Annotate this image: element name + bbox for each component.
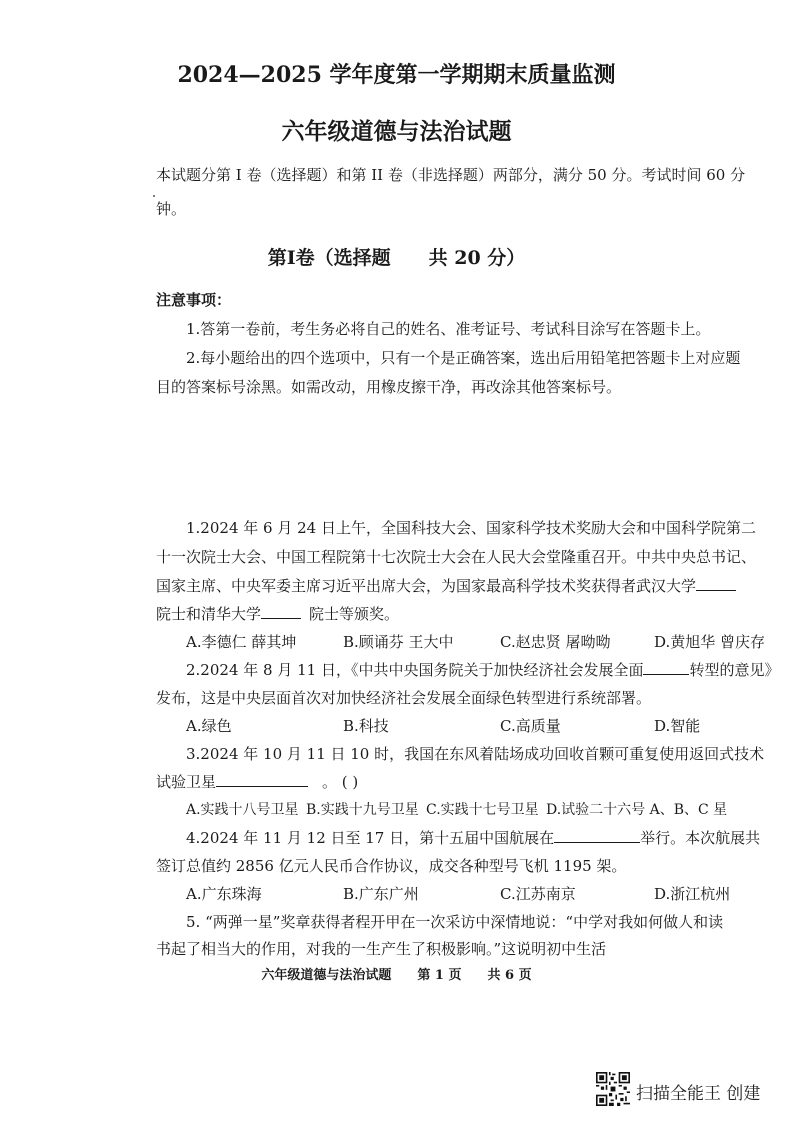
scanner-watermark xyxy=(596,1072,760,1110)
scan-speck xyxy=(153,195,155,197)
question-1-line-3 xyxy=(156,576,736,596)
question-1-option-a: A.李德仁 薛其坤 xyxy=(186,633,297,651)
question-4-option-c: C.江苏南京 xyxy=(500,885,576,903)
intro-line-1: 本试题分第 I 卷（选择题）和第 II 卷（非选择题）两部分，满分 50 分。考试时间 60 分 xyxy=(156,166,746,184)
answer-blank xyxy=(261,604,301,619)
watermark-text: 扫描全能王 创建 xyxy=(636,1083,761,1104)
question-2-option-b: B.科技 xyxy=(343,717,389,735)
question-1-option-b: B.顾诵芬 王大中 xyxy=(343,633,454,651)
question-5-line-2: 书起了相当大的作用，对我的一生产生了积极影响。”这说明初中生活 xyxy=(156,940,607,958)
question-3-text: 。 ( ) xyxy=(322,773,359,791)
question-4-option-b: B.广东广州 xyxy=(343,885,419,903)
question-2-option-c: C.高质量 xyxy=(500,717,561,735)
notice-item-1: 1.答第一卷前，考生务必将自己的姓名、准考证号、考试科目涂写在答题卡上。 xyxy=(186,320,711,338)
question-2-option-a: A.绿色 xyxy=(186,717,232,735)
question-3-option-b: B.实践十九号卫星 xyxy=(306,802,419,818)
qr-code-icon xyxy=(596,1072,636,1110)
question-3-option-c: C.实践十七号卫星 xyxy=(426,802,539,818)
intro-line-2: 钟。 xyxy=(156,200,187,218)
question-4-option-a: A.广东珠海 xyxy=(186,885,262,903)
question-1-line-4 xyxy=(156,604,399,624)
page-footer: 六年级道德与法治试题 第 1 页 共 6 页 xyxy=(261,968,532,983)
question-1-option-c: C.赵忠贤 屠呦呦 xyxy=(500,633,611,651)
answer-blank xyxy=(696,576,736,591)
question-4-line-1 xyxy=(186,828,760,848)
question-3-line-2 xyxy=(156,772,358,792)
notice-item-2-cont: 目的答案标号涂黑。如需改动，用橡皮擦干净，再改涂其他答案标号。 xyxy=(156,378,622,396)
question-3-text: 试验卫星 xyxy=(156,773,217,791)
exam-term-heading: 2024—2025 学年度第一学期期末质量监测 xyxy=(177,62,616,88)
question-1-line-2: 十一次院士大会、中国工程院第十七次院士大会在人民大会堂隆重召开。中共中央总书记、 xyxy=(156,548,757,566)
notice-item-2: 2.每小题给出的四个选项中，只有一个是正确答案，选出后用铅笔把答题卡上对应题 xyxy=(186,349,741,367)
answer-blank xyxy=(643,660,689,675)
section-title: 第I卷（选择题 共 20 分） xyxy=(267,247,526,269)
question-3-line-1: 3.2024 年 10 月 11 日 10 时，我国在东风着陆场成功回收首颗可重复使用返回式技术 xyxy=(186,745,765,763)
question-3-option-d: D.试验二十六号 A、B、C 星 xyxy=(546,802,728,818)
question-4-text: 举行。本次航展共 xyxy=(640,829,761,847)
question-1-text: 国家主席、中央军委主席习近平出席大会，为国家最高科学技术奖获得者武汉大学 xyxy=(156,577,697,595)
question-2-option-d: D.智能 xyxy=(654,717,701,735)
answer-blank xyxy=(554,828,640,843)
answer-blank xyxy=(216,772,308,787)
exam-title: 六年级道德与法治试题 xyxy=(281,118,512,145)
question-3-option-a: A.实践十八号卫星 xyxy=(186,802,299,818)
question-4-line-2: 签订总值约 2856 亿元人民币合作协议，成交各种型号飞机 1195 架。 xyxy=(156,857,627,875)
question-5-line-1: 5. “两弹一星”奖章获得者程开甲在一次采访中深情地说：“中学对我如何做人和读 xyxy=(186,913,724,931)
question-1-text: 院士等颁奖。 xyxy=(309,605,400,623)
question-1-text: 院士和清华大学 xyxy=(156,605,262,623)
question-1-option-d: D.黄旭华 曾庆存 xyxy=(654,633,766,651)
question-2-text: 转型的意见》 xyxy=(689,661,780,679)
question-4-text: 4.2024 年 11 月 12 日至 17 日，第十五届中国航展在 xyxy=(186,829,555,847)
question-1-line-1: 1.2024 年 6 月 24 日上午，全国科技大会、国家科学技术奖励大会和中国科学院第二 xyxy=(186,519,756,537)
question-2-text: 2.2024 年 8 月 11 日，《中共中央国务院关于加快经济社会发展全面 xyxy=(186,661,644,679)
question-2-line-1 xyxy=(186,660,779,680)
question-2-line-2: 发布，这是中央层面首次对加快经济社会发展全面绿色转型进行系统部署。 xyxy=(156,689,652,707)
question-4-option-d: D.浙江杭州 xyxy=(654,885,731,903)
notice-heading: 注意事项： xyxy=(156,291,232,309)
